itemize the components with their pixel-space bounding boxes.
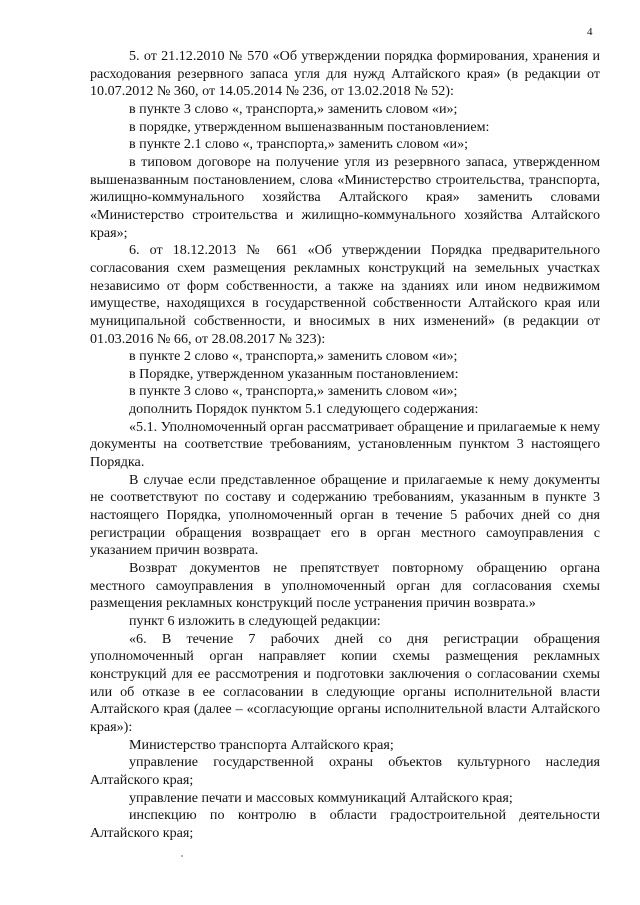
- paragraph-inspection: инспекцию по контролю в области градостроительной деятельности Алтайского края;: [90, 807, 600, 841]
- paragraph-item-5: 5. от 21.12.2010 № 570 «Об утверждении порядка формирования, хранения и расходования резервного запаса угля для нужд Алтайского края» (в редакции от 10.07.2012 № 360, от 14.05.2014 № 236, от 13.02.2018 № 52):: [90, 48, 600, 100]
- paragraph-point-3: в пункте 3 слово «, транспорта,» заменить словом «и»;: [129, 100, 458, 117]
- paragraph-procedure: в порядке, утвержденном вышеназванным постановлением:: [129, 118, 490, 135]
- paragraph-point-2-1: в пункте 2.1 слово «, транспорта,» заменить словом «и»;: [129, 136, 469, 153]
- paragraph-order: в Порядке, утвержденном указанным постановлением:: [129, 365, 459, 382]
- page-number: 4: [587, 26, 593, 38]
- paragraph-model-contract: в типовом договоре на получение угля из резервного запаса, утвержденном вышеназванным постановлением, слова «Министерство строительства, транспорта, жилищно-коммунального хозяйства Алтайского края» заменить словами «Министерство строительства и жилищно-коммунального хозяйства Алтайского края»;: [90, 153, 600, 241]
- paragraph-return-no-obstacle: Возврат документов не препятствует повторному обращению органа местного самоуправления в уполномоченный орган для согласования схемы размещения рекламных конструкций после устранения причин возврата.»: [90, 560, 600, 612]
- paragraph-add-5-1: дополнить Порядок пунктом 5.1 следующего содержания:: [129, 401, 479, 418]
- paragraph-press: управление печати и массовых коммуникаций Алтайского края;: [129, 789, 513, 806]
- paragraph-item-6: 6. от 18.12.2013 № 661 «Об утверждении Порядка предварительного согласования схем размещения рекламных конструкций на земельных участках независимо от форм собственности, а также на зданиях или ином недвижимом имуществе, находящихся в государственной собственности Алтайского края или муниципальной собственности, и вносимых в них изменений» (в редакции от 01.03.2016 № 66, от 28.08.2017 № 323):: [90, 242, 600, 347]
- paragraph-cultural-heritage: управление государственной охраны объектов культурного наследия Алтайского края;: [90, 754, 600, 788]
- paragraph-point-6-text: «6. В течение 7 рабочих дней со дня регистрации обращения уполномоченный орган направляет копии схемы размещения рекламных конструкций для ее рассмотрения и подготовки заключения о согласовании схемы или об отказе в ее согласовании в следующие органы исполнительной власти Алтайского края (далее – «согласующие органы исполнительной власти Алтайского края»):: [90, 630, 600, 735]
- paragraph-point-3-order: в пункте 3 слово «, транспорта,» заменить словом «и»;: [129, 383, 458, 400]
- paragraph-ministry-transport: Министерство транспорта Алтайского края;: [129, 736, 394, 753]
- document-body: [90, 48, 600, 843]
- paragraph-5-1-text: «5.1. Уполномоченный орган рассматривает обращение и прилагаемые к нему документы на соответствие требованиям, установленным пунктом 3 настоящего Порядка.: [90, 418, 600, 471]
- paragraph-point-6-edit: пункт 6 изложить в следующей редакции:: [129, 613, 381, 629]
- paragraph-point-2: в пункте 2 слово «, транспорта,» заменить словом «и»;: [129, 348, 458, 365]
- scan-speck: [181, 855, 183, 857]
- paragraph-return-case: В случае если представленное обращение и прилагаемые к нему документы не соответствуют по составу и содержанию требованиям, указанным в пункте 3 настоящего Порядка, уполномоченный орган в течение 5 рабочих дней со дня регистрации обращения возвращает его в орган местного самоуправления с указанием причин возврата.: [90, 471, 600, 559]
